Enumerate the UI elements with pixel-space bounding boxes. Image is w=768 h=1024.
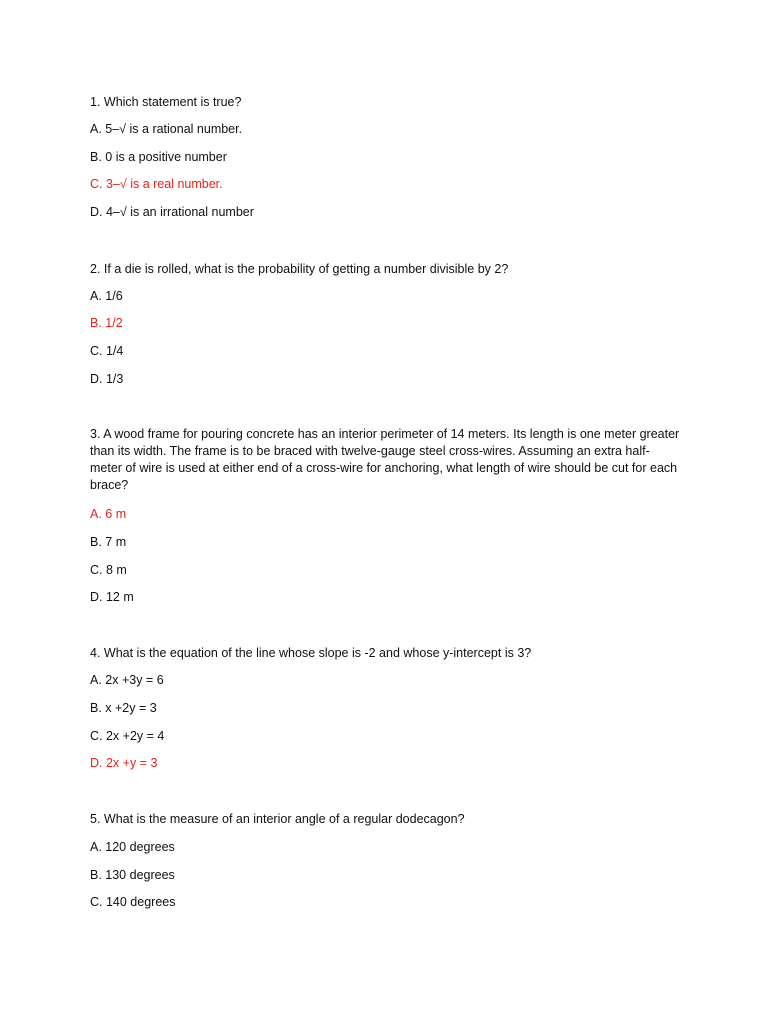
question-2-option-b: B. 1/2	[90, 316, 123, 330]
question-5-option-c: C. 140 degrees	[90, 895, 176, 909]
question-4-prompt: 4. What is the equation of the line whose slope is -2 and whose y-intercept is 3?	[90, 646, 532, 660]
question-1-option-c: C. 3–√ is a real number.	[90, 177, 223, 191]
question-5-option-a: A. 120 degrees	[90, 840, 175, 854]
question-2-option-a: A. 1/6	[90, 289, 123, 303]
question-4-option-b: B. x +2y = 3	[90, 701, 157, 715]
question-5-option-b: B. 130 degrees	[90, 868, 175, 882]
question-2-option-d: D. 1/3	[90, 372, 124, 386]
question-1-option-d: D. 4–√ is an irrational number	[90, 205, 254, 219]
question-3-option-b: B. 7 m	[90, 535, 127, 549]
question-4-option-d: D. 2x +y = 3	[90, 756, 158, 770]
question-3-option-c: C. 8 m	[90, 563, 127, 577]
question-4-option-c: C. 2x +2y = 4	[90, 729, 165, 743]
question-1-option-b: B. 0 is a positive number	[90, 150, 227, 164]
question-1-option-a: A. 5–√ is a rational number.	[90, 122, 243, 136]
question-5-prompt: 5. What is the measure of an interior angle of a regular dodecagon?	[90, 812, 465, 826]
question-1-prompt: 1. Which statement is true?	[90, 95, 242, 109]
question-4-option-a: A. 2x +3y = 6	[90, 673, 164, 687]
question-3-option-a: A. 6 m	[90, 507, 127, 521]
question-2-option-c: C. 1/4	[90, 344, 124, 358]
question-2-prompt: 2. If a die is rolled, what is the probability of getting a number divisible by 2?	[90, 262, 509, 276]
question-3-option-d: D. 12 m	[90, 590, 134, 604]
question-3-prompt: 3. A wood frame for pouring concrete has an interior perimeter of 14 meters. Its length is one meter greater than its width. The frame is to be braced with twelve-gauge steel cross-wires. Assuming an extra half-meter of wire is used at either end of a cross-wire for anchoring, what length of wire should be cut for each brace?	[90, 427, 680, 492]
